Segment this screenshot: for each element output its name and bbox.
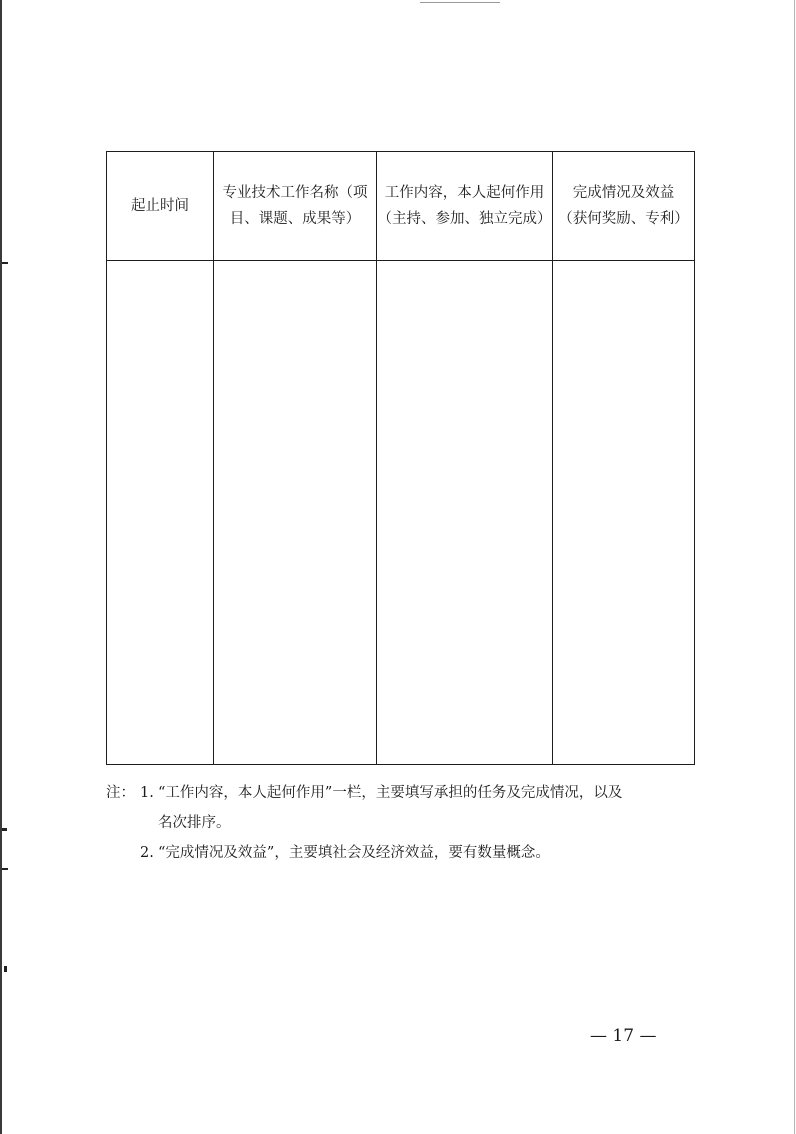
scan-mark bbox=[2, 868, 8, 870]
column-header-results bbox=[553, 152, 695, 261]
table-row bbox=[107, 261, 695, 765]
note-text: 名次排序。 bbox=[158, 815, 231, 831]
scan-top-edge bbox=[420, 2, 500, 3]
table-header-row bbox=[107, 152, 695, 261]
column-header-work-content bbox=[377, 152, 553, 261]
header-line: 目、课题、成果等） bbox=[229, 211, 361, 227]
scan-left-edge bbox=[0, 0, 2, 1134]
work-content-cell[interactable] bbox=[377, 261, 553, 765]
page-number: — 17 — bbox=[590, 1026, 657, 1046]
work-name-cell[interactable] bbox=[214, 261, 377, 765]
note-number: 1. bbox=[140, 785, 154, 801]
header-line: 专业技术工作名称（项 bbox=[222, 185, 368, 201]
notes-section bbox=[106, 778, 726, 868]
header-line: 工作内容，本人起何作用 bbox=[384, 185, 545, 201]
note-item bbox=[106, 838, 726, 868]
scan-mark bbox=[2, 828, 7, 831]
period-cell[interactable] bbox=[107, 261, 214, 765]
header-line: （主持、参加、独立完成） bbox=[377, 211, 552, 227]
note-continuation bbox=[106, 808, 726, 838]
column-header-work-name bbox=[214, 152, 377, 261]
note-item bbox=[106, 778, 726, 808]
note-text: “完成情况及效益”，主要填社会及经济效益，要有数量概念。 bbox=[158, 845, 550, 861]
note-text: “工作内容，本人起何作用”一栏，主要填写承担的任务及完成情况，以及 bbox=[158, 785, 623, 801]
notes-prefix: 注： bbox=[106, 785, 135, 801]
header-line: 起止时间 bbox=[131, 198, 189, 214]
scan-right-edge bbox=[794, 0, 795, 1134]
header-line: （获何奖励、专利） bbox=[558, 211, 689, 227]
scan-mark bbox=[4, 966, 7, 972]
work-record-table bbox=[106, 151, 695, 765]
column-header-period bbox=[107, 152, 214, 261]
results-cell[interactable] bbox=[553, 261, 695, 765]
scan-mark bbox=[2, 262, 8, 264]
header-line: 完成情况及效益 bbox=[572, 185, 675, 201]
note-number: 2. bbox=[140, 845, 154, 861]
